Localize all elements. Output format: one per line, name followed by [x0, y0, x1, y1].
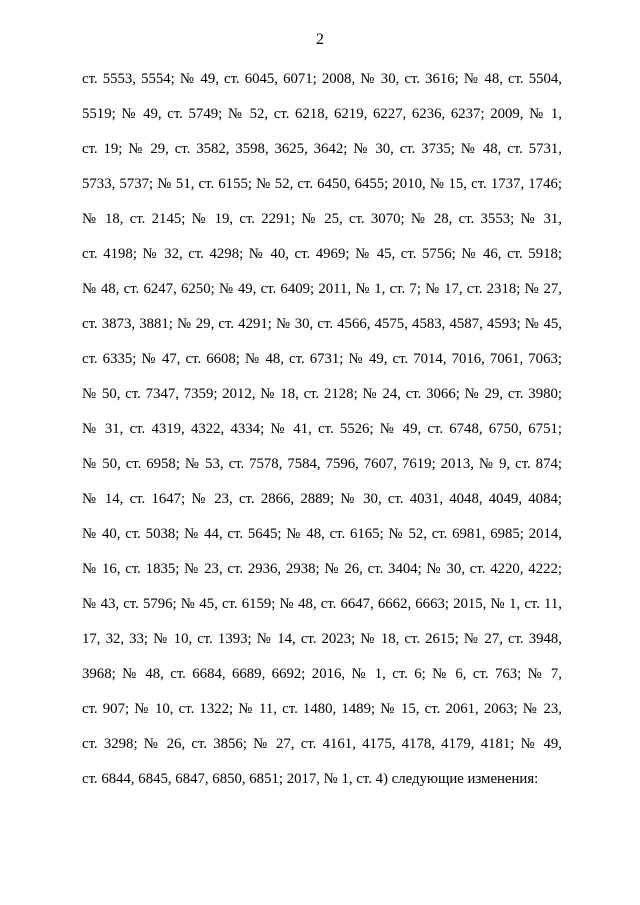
- text-line: ст. 907; № 10, ст. 1322; № 11, ст. 1480, 1489; № 15, ст. 2061, 2063; № 23,: [82, 701, 562, 717]
- text-line: 3968; № 48, ст. 6684, 6689, 6692; 2016, № 1, ст. 6; № 6, ст. 763; № 7,: [82, 666, 562, 682]
- text-line: 5733, 5737; № 51, ст. 6155; № 52, ст. 6450, 6455; 2010, № 15, ст. 1737, 1746;: [82, 176, 562, 192]
- text-line: № 40, ст. 5038; № 44, ст. 5645; № 48, ст. 6165; № 52, ст. 6981, 6985; 2014,: [82, 526, 562, 542]
- text-line: 17, 32, 33; № 10, ст. 1393; № 14, ст. 2023; № 18, ст. 2615; № 27, ст. 3948,: [82, 631, 562, 647]
- page-number: 2: [316, 31, 324, 48]
- text-line: № 48, ст. 6247, 6250; № 49, ст. 6409; 2011, № 1, ст. 7; № 17, ст. 2318; № 27,: [82, 281, 562, 297]
- text-line: 5519; № 49, ст. 5749; № 52, ст. 6218, 6219, 6227, 6236, 6237; 2009, № 1,: [82, 106, 562, 122]
- text-line: № 50, ст. 7347, 7359; 2012, № 18, ст. 2128; № 24, ст. 3066; № 29, ст. 3980;: [82, 386, 562, 402]
- text-line: ст. 5553, 5554; № 49, ст. 6045, 6071; 2008, № 30, ст. 3616; № 48, ст. 5504,: [82, 71, 562, 87]
- text-line: ст. 4198; № 32, ст. 4298; № 40, ст. 4969; № 45, ст. 5756; № 46, ст. 5918;: [82, 246, 562, 262]
- text-line: ст. 3873, 3881; № 29, ст. 4291; № 30, ст. 4566, 4575, 4583, 4587, 4593; № 45,: [82, 316, 562, 332]
- text-line: ст. 19; № 29, ст. 3582, 3598, 3625, 3642; № 30, ст. 3735; № 48, ст. 5731,: [82, 141, 562, 157]
- text-line: № 18, ст. 2145; № 19, ст. 2291; № 25, ст. 3070; № 28, ст. 3553; № 31,: [82, 211, 562, 227]
- text-line: № 50, ст. 6958; № 53, ст. 7578, 7584, 7596, 7607, 7619; 2013, № 9, ст. 874;: [82, 456, 562, 472]
- text-line: № 43, ст. 5796; № 45, ст. 6159; № 48, ст. 6647, 6662, 6663; 2015, № 1, ст. 11,: [82, 596, 562, 612]
- text-line: № 16, ст. 1835; № 23, ст. 2936, 2938; № 26, ст. 3404; № 30, ст. 4220, 4222;: [82, 561, 562, 577]
- text-line: № 14, ст. 1647; № 23, ст. 2866, 2889; № 30, ст. 4031, 4048, 4049, 4084;: [82, 491, 562, 507]
- document-body: [82, 68, 562, 803]
- text-line: № 31, ст. 4319, 4322, 4334; № 41, ст. 5526; № 49, ст. 6748, 6750, 6751;: [82, 421, 562, 437]
- text-line: ст. 6844, 6845, 6847, 6850, 6851; 2017, № 1, ст. 4) следующие изменения:: [82, 771, 539, 787]
- text-line: ст. 3298; № 26, ст. 3856; № 27, ст. 4161, 4175, 4178, 4179, 4181; № 49,: [82, 736, 562, 752]
- text-line: ст. 6335; № 47, ст. 6608; № 48, ст. 6731; № 49, ст. 7014, 7016, 7061, 7063;: [82, 351, 562, 367]
